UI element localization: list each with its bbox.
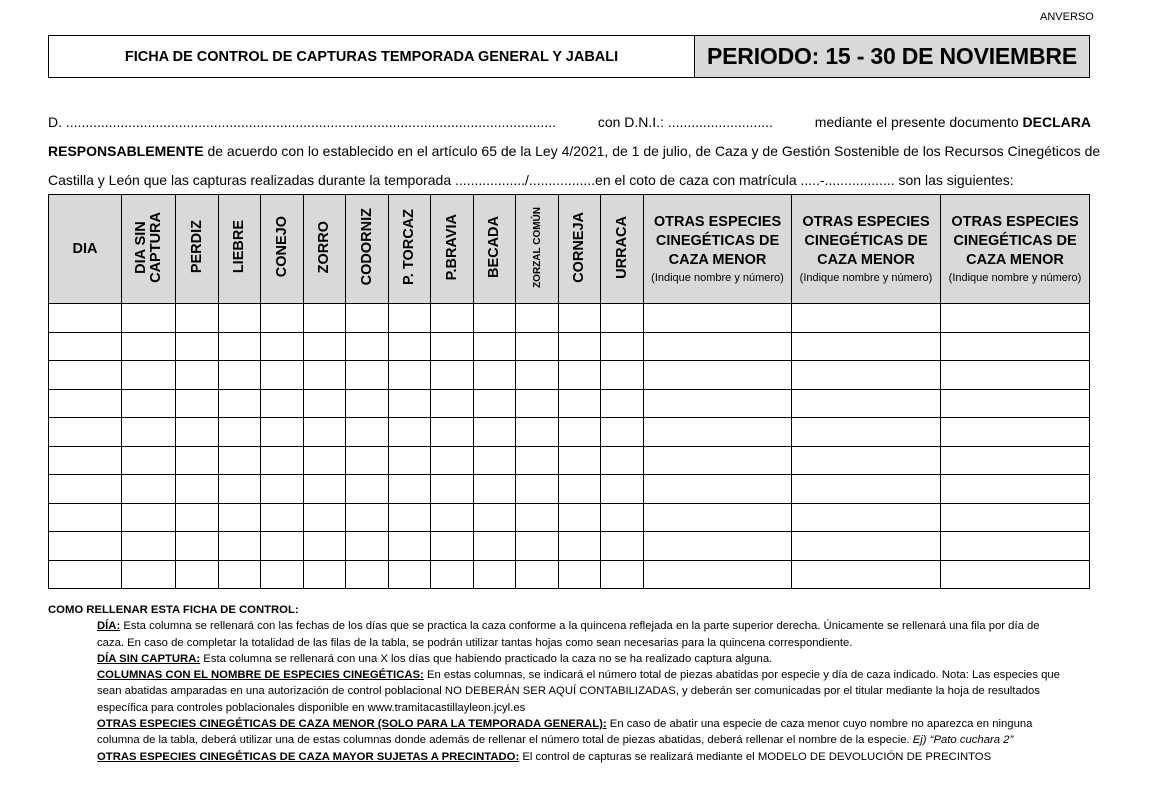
table-cell[interactable] [474,418,516,447]
table-cell[interactable] [176,332,219,361]
table-row [49,304,1090,333]
table-cell[interactable] [516,332,559,361]
table-cell[interactable] [219,503,261,532]
column-header-becada [474,195,516,304]
table-row [49,503,1090,532]
table-cell[interactable] [644,332,792,361]
table-cell[interactable] [941,475,1090,504]
table-cell[interactable] [559,361,601,390]
table-cell[interactable] [122,304,176,333]
table-row [49,475,1090,504]
column-header-perdiz [176,195,219,304]
table-cell[interactable] [304,418,346,447]
table-cell[interactable] [122,418,176,447]
table-cell[interactable] [346,532,389,561]
table-cell[interactable] [644,446,792,475]
table-cell[interactable] [176,503,219,532]
table-cell[interactable] [261,560,304,589]
table-cell[interactable] [389,560,431,589]
table-cell[interactable] [219,418,261,447]
table-cell[interactable] [559,418,601,447]
table-cell[interactable] [304,389,346,418]
table-cell[interactable] [346,361,389,390]
instruction-label: OTRAS ESPECIES CINEGÉTICAS DE CAZA MENOR (SOLO PARA LA TEMPORADA GENERAL): [97,718,607,731]
instruction-label: DÍA: [97,620,121,633]
table-cell[interactable] [431,418,474,447]
table-cell[interactable] [516,389,559,418]
table-cell[interactable] [389,475,431,504]
instruction-label: OTRAS ESPECIES CINEGÉTICAS DE CAZA MAYOR SUJETAS A PRECINTADO: [97,750,520,763]
instruction-item [97,667,1068,716]
table-cell[interactable] [559,503,601,532]
table-cell[interactable] [601,418,644,447]
instruction-text: En caso de abatir una especie de caza menor cuyo nombre no aparezca en ninguna columna de la tabla, deberá utilizar una de estas columnas donde además de rellenar el número total de piezas abatidas, deberá rellenar el nombre de la especie. [97,718,1033,747]
column-header-label: P.BRAVIA [443,213,460,281]
table-cell[interactable] [346,418,389,447]
table-cell[interactable] [122,389,176,418]
table-cell[interactable] [346,475,389,504]
column-header-conejo [261,195,304,304]
table-cell[interactable] [644,361,792,390]
table-cell[interactable] [516,503,559,532]
table-cell[interactable] [559,532,601,561]
column-header-sublabel: (Indique nombre y número) [948,272,1082,284]
column-header-label: BECADA [486,215,502,279]
table-cell[interactable] [122,560,176,589]
table-cell[interactable] [304,560,346,589]
table-cell[interactable] [601,475,644,504]
period-label: PERIODO: 15 - 30 DE NOVIEMBRE [695,36,1089,77]
column-header-p-torcaz [389,195,431,304]
table-cell[interactable] [431,560,474,589]
table-cell[interactable] [516,304,559,333]
table-cell[interactable] [559,446,601,475]
table-cell[interactable] [219,532,261,561]
column-header-codorniz [346,195,389,304]
table-cell[interactable] [389,304,431,333]
table-cell[interactable] [261,503,304,532]
table-cell[interactable] [49,418,122,447]
instruction-item [97,716,1068,749]
table-cell[interactable] [122,332,176,361]
table-cell[interactable] [176,446,219,475]
instruction-text: Esta columna se rellenará con las fechas de los días que se practica la caza conforme a la quincena reflejada en la parte superior derecha. Únicamente se rellenará una fila por día de caza. En caso de completar la totalidad de las filas de la tabla, se podrán utilizar tantas hojas como sean necesarias para la quincena correspondiente. [97,620,1040,649]
table-cell[interactable] [219,475,261,504]
declaration-line-2 [48,137,1101,166]
responsablemente-bold: RESPONSABLEMENTE [48,143,204,159]
column-header-label: LIEBRE [231,220,247,274]
column-header-otras-especies-cinegéticas-de-caza-menor [941,195,1090,304]
name-field[interactable]: D. .............................................................................................................................. [48,114,556,130]
table-cell[interactable] [176,361,219,390]
table-cell[interactable] [261,475,304,504]
table-cell[interactable] [474,532,516,561]
table-cell[interactable] [792,560,941,589]
table-cell[interactable] [601,332,644,361]
instruction-example: Ej) “Pato cuchara 2” [912,734,1014,747]
table-cell[interactable] [941,560,1090,589]
table-cell[interactable] [122,532,176,561]
instruction-label: COLUMNAS CON EL NOMBRE DE ESPECIES CINEGÉTICAS: [97,669,424,682]
column-header-sublabel: (Indique nombre y número) [651,272,784,284]
page-side-label: ANVERSO [1040,11,1094,23]
table-cell[interactable] [431,446,474,475]
column-header-label: OTRAS ESPECIES CINEGÉTICAS DE CAZA MENOR [653,214,782,268]
column-header-corneja [559,195,601,304]
instruction-item [97,618,1068,651]
column-header-label: OTRAS ESPECIES CINEGÉTICAS DE CAZA MENOR [951,214,1079,268]
table-cell[interactable] [49,446,122,475]
table-cell[interactable] [304,532,346,561]
table-cell[interactable] [559,304,601,333]
form-title: FICHA DE CONTROL DE CAPTURAS TEMPORADA GENERAL Y JABALI [49,36,695,77]
table-cell[interactable] [176,475,219,504]
table-cell[interactable] [792,532,941,561]
table-cell[interactable] [49,304,122,333]
table-cell[interactable] [346,332,389,361]
table-cell[interactable] [644,503,792,532]
table-cell[interactable] [346,304,389,333]
table-cell[interactable] [516,418,559,447]
table-cell[interactable] [219,361,261,390]
column-header-label: ZORZAL COMÚN [531,206,543,288]
table-cell[interactable] [176,418,219,447]
table-cell[interactable] [559,475,601,504]
column-header-label: CONEJO [273,216,290,278]
table-cell[interactable] [601,446,644,475]
table-cell[interactable] [792,418,941,447]
table-cell[interactable] [261,332,304,361]
table-cell[interactable] [49,475,122,504]
table-cell[interactable] [644,475,792,504]
table-cell[interactable] [516,361,559,390]
table-cell[interactable] [389,389,431,418]
table-cell[interactable] [346,446,389,475]
table-cell[interactable] [219,389,261,418]
instructions [48,602,1068,765]
table-cell[interactable] [941,418,1090,447]
table-cell[interactable] [122,475,176,504]
table-cell[interactable] [474,475,516,504]
table-cell[interactable] [644,304,792,333]
table-cell[interactable] [219,332,261,361]
instruction-item [97,749,1068,765]
table-cell[interactable] [304,361,346,390]
table-cell[interactable] [601,532,644,561]
table-body [49,304,1090,589]
declaration-line-1 [48,108,1091,137]
table-cell[interactable] [261,418,304,447]
title-box [48,35,1090,78]
table-cell[interactable] [304,503,346,532]
table-cell[interactable] [516,475,559,504]
table-cell[interactable] [601,389,644,418]
table-cell[interactable] [389,532,431,561]
table-row [49,418,1090,447]
table-cell[interactable] [49,503,122,532]
instructions-heading: COMO RELLENAR ESTA FICHA DE CONTROL: [48,604,299,616]
table-cell[interactable] [474,560,516,589]
column-header-otras-especies-cinegéticas-de-caza-menor [792,195,941,304]
table-cell[interactable] [176,560,219,589]
table-cell[interactable] [261,532,304,561]
column-header-liebre [219,195,261,304]
table-cell[interactable] [644,389,792,418]
instruction-text: Esta columna se rellenará con una X los días que habiendo practicado la caza no se ha realizado captura alguna. [200,652,773,665]
column-header-label: DIA [72,241,98,257]
table-cell[interactable] [122,503,176,532]
table-cell[interactable] [431,475,474,504]
table-cell[interactable] [941,304,1090,333]
table-cell[interactable] [474,446,516,475]
table-cell[interactable] [49,560,122,589]
table-row [49,446,1090,475]
table-cell[interactable] [941,532,1090,561]
table-cell[interactable] [304,304,346,333]
table-cell[interactable] [474,389,516,418]
column-header-zorzal-común [516,195,559,304]
declaration-line-3: Castilla y León que las capturas realizadas durante la temporada ................../.................en el coto de caza con matrícula .....-.................. son las siguientes: [48,172,1014,188]
table-cell[interactable] [431,389,474,418]
table-cell[interactable] [644,532,792,561]
table-cell[interactable] [49,332,122,361]
table-header-row [49,195,1090,304]
table-cell[interactable] [389,418,431,447]
table-cell[interactable] [431,361,474,390]
column-header-label: ZORRO [316,220,332,274]
table-cell[interactable] [559,389,601,418]
table-cell[interactable] [601,361,644,390]
column-header-dia [49,195,122,304]
table-cell[interactable] [389,332,431,361]
instruction-text: El control de capturas se realizará mediante el MODELO DE DEVOLUCIÓN DE PRECINTOS [519,750,992,763]
table-cell[interactable] [304,446,346,475]
table-cell[interactable] [49,389,122,418]
table-row [49,361,1090,390]
table-cell[interactable] [346,503,389,532]
column-header-label: OTRAS ESPECIES CINEGÉTICAS DE CAZA MENOR [802,214,930,268]
declara-bold: DECLARA [1022,114,1091,130]
instruction-item [97,651,1068,667]
declaration-mid-text: mediante el presente documento [814,114,1019,130]
table-cell[interactable] [389,503,431,532]
table-cell[interactable] [792,446,941,475]
table-cell[interactable] [941,503,1090,532]
table-cell[interactable] [346,560,389,589]
table-cell[interactable] [261,389,304,418]
table-cell[interactable] [304,475,346,504]
table-cell[interactable] [176,532,219,561]
table-cell[interactable] [601,304,644,333]
table-cell[interactable] [261,361,304,390]
table-cell[interactable] [474,332,516,361]
dni-field[interactable]: con D.N.I.: ........................... [597,114,773,130]
table-cell[interactable] [474,361,516,390]
table-cell[interactable] [219,304,261,333]
table-cell[interactable] [176,304,219,333]
table-cell[interactable] [431,503,474,532]
declaration-text [48,108,1101,195]
table-row [49,532,1090,561]
table-cell[interactable] [389,361,431,390]
column-header-dia-sin-captura [122,195,176,304]
column-header-sublabel: (Indique nombre y número) [799,272,933,284]
table-cell[interactable] [941,446,1090,475]
instruction-text: En estas columnas, se indicará el número total de piezas abatidas por especie y día de caza indicado. Nota: Las especies que sean abatidas amparadas en una autorización de control poblacional NO DEBERÁN SER AQUÍ CONTABILIZADAS, y deberán ser comunicadas por el titular mediante la hoja de resultados específica para controles poblacionales disponible en www.tramitacastillayleon.jcyl.es [97,669,1060,714]
table-cell[interactable] [474,304,516,333]
table-cell[interactable] [792,332,941,361]
table-cell[interactable] [516,532,559,561]
table-cell[interactable] [601,503,644,532]
column-header-label: URRACA [613,215,630,279]
instruction-label: DÍA SIN CAPTURA: [97,652,201,665]
table-cell[interactable] [431,532,474,561]
table-cell[interactable] [941,361,1090,390]
column-header-otras-especies-cinegéticas-de-caza-menor [644,195,792,304]
table-cell[interactable] [792,389,941,418]
column-header-label: P. TORCAZ [401,208,417,285]
column-header-label: CORNEJA [571,211,587,283]
table-cell[interactable] [559,332,601,361]
table-cell[interactable] [219,446,261,475]
table-cell[interactable] [792,503,941,532]
table-cell[interactable] [122,361,176,390]
instructions-list [48,618,1068,765]
column-header-urraca [601,195,644,304]
table-cell[interactable] [219,560,261,589]
table-cell[interactable] [644,418,792,447]
table-cell[interactable] [792,475,941,504]
capture-table [48,194,1090,589]
table-cell[interactable] [516,560,559,589]
table-cell[interactable] [474,503,516,532]
table-cell[interactable] [431,304,474,333]
table-cell[interactable] [49,532,122,561]
table-cell[interactable] [516,446,559,475]
table-cell[interactable] [792,304,941,333]
table-cell[interactable] [122,446,176,475]
table-cell[interactable] [346,389,389,418]
table-cell[interactable] [941,389,1090,418]
table-cell[interactable] [261,304,304,333]
table-cell[interactable] [176,389,219,418]
table-cell[interactable] [559,560,601,589]
table-cell[interactable] [431,332,474,361]
table-cell[interactable] [304,332,346,361]
table-row [49,389,1090,418]
table-cell[interactable] [601,560,644,589]
column-header-p-bravia [431,195,474,304]
column-header-label: DIA SIN CAPTURA [132,211,164,283]
table-cell[interactable] [261,446,304,475]
declaration-mid [815,108,1091,137]
table-cell[interactable] [389,446,431,475]
column-header-zorro [304,195,346,304]
declaration-line-2-text: de acuerdo con lo establecido en el artículo 65 de la Ley 4/2021, de 1 de julio, de Caza y de Gestión Sostenible de los Recursos Cinegéticos de [203,143,1101,159]
column-header-label: CODORNIZ [358,208,375,286]
table-cell[interactable] [49,361,122,390]
table-cell[interactable] [941,332,1090,361]
table-cell[interactable] [792,361,941,390]
table-row [49,332,1090,361]
table-cell[interactable] [644,560,792,589]
table-row [49,560,1090,589]
column-header-label: PERDIZ [188,220,205,274]
